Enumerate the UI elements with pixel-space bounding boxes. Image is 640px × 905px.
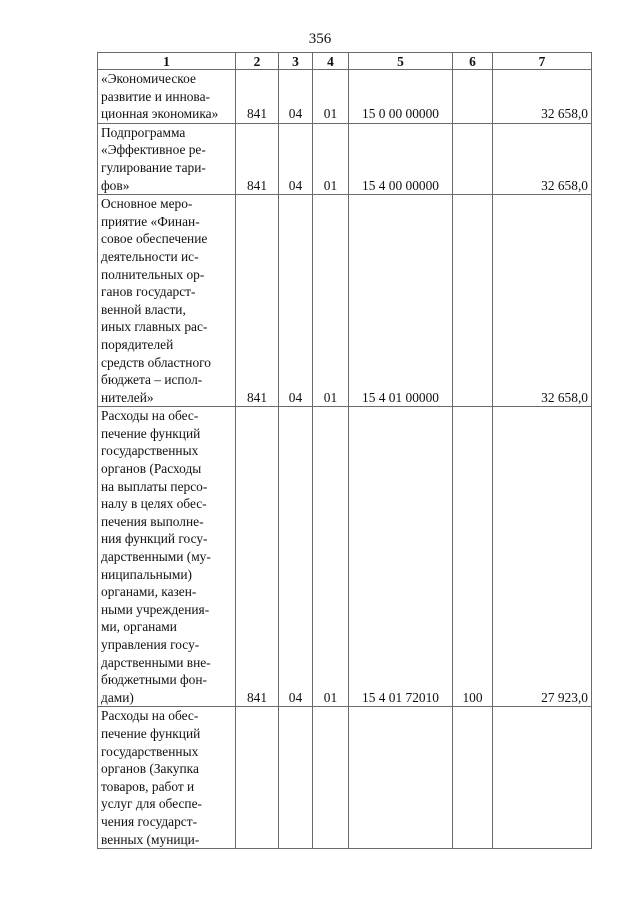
col-header-6: 6 <box>453 53 493 70</box>
page-number: 356 <box>308 31 332 47</box>
amount-cell: 32 658,0 <box>493 195 592 407</box>
budget-table <box>97 52 592 849</box>
row-name-cell: Расходы на обес- печение функций государственных органов (Расходы на выплаты персо- налу в целях обес- печения выполне- ния функций госу- дарственными (му- ниципальными) органами, казен- ными учреждения- ми, органами управления госу- дарственными вне- бюджетными фон- дами) <box>98 407 236 707</box>
subsection-cell: 01 <box>313 195 349 407</box>
subsection-cell: 01 <box>313 70 349 124</box>
amount-cell: 32 658,0 <box>493 123 592 194</box>
header-row <box>98 53 592 70</box>
target-article-cell: 15 0 00 00000 <box>349 70 453 124</box>
col-header-5: 5 <box>349 53 453 70</box>
col-header-2: 2 <box>236 53 279 70</box>
expense-type-cell: 100 <box>453 407 493 707</box>
target-article-cell: 15 4 01 72010 <box>349 407 453 707</box>
section-cell: 04 <box>279 70 313 124</box>
row-name-cell: Основное меро- приятие «Финан- совое обеспечение деятельности ис- полнительных ор- ганов государст- венной власти, иных главных рас- порядителей средств областного бюджета – испол- нителей» <box>98 195 236 407</box>
section-cell: 04 <box>279 195 313 407</box>
ved-cell: 841 <box>236 123 279 194</box>
expense-type-cell <box>453 123 493 194</box>
expense-type-cell <box>453 195 493 407</box>
expense-type-cell <box>453 707 493 849</box>
target-article-cell: 15 4 00 00000 <box>349 123 453 194</box>
table-row <box>98 70 592 124</box>
table-row <box>98 123 592 194</box>
target-article-cell: 15 4 01 00000 <box>349 195 453 407</box>
ved-cell: 841 <box>236 407 279 707</box>
table-row <box>98 407 592 707</box>
section-cell: 04 <box>279 407 313 707</box>
ved-cell <box>236 707 279 849</box>
col-header-7: 7 <box>493 53 592 70</box>
section-cell <box>279 707 313 849</box>
amount-cell: 27 923,0 <box>493 407 592 707</box>
amount-cell: 32 658,0 <box>493 70 592 124</box>
subsection-cell <box>313 707 349 849</box>
col-header-4: 4 <box>313 53 349 70</box>
ved-cell: 841 <box>236 70 279 124</box>
col-header-1: 1 <box>98 53 236 70</box>
row-name-cell: «Экономическое развитие и иннова- ционная экономика» <box>98 70 236 124</box>
amount-cell <box>493 707 592 849</box>
table-row <box>98 707 592 849</box>
row-name-cell: Подпрограмма «Эффективное ре- гулирование тари- фов» <box>98 123 236 194</box>
table-row <box>98 195 592 407</box>
subsection-cell: 01 <box>313 407 349 707</box>
row-name-cell: Расходы на обес- печение функций государственных органов (Закупка товаров, работ и услуг для обеспе- чения государст- венных (муници- <box>98 707 236 849</box>
subsection-cell: 01 <box>313 123 349 194</box>
ved-cell: 841 <box>236 195 279 407</box>
expense-type-cell <box>453 70 493 124</box>
target-article-cell <box>349 707 453 849</box>
section-cell: 04 <box>279 123 313 194</box>
col-header-3: 3 <box>279 53 313 70</box>
